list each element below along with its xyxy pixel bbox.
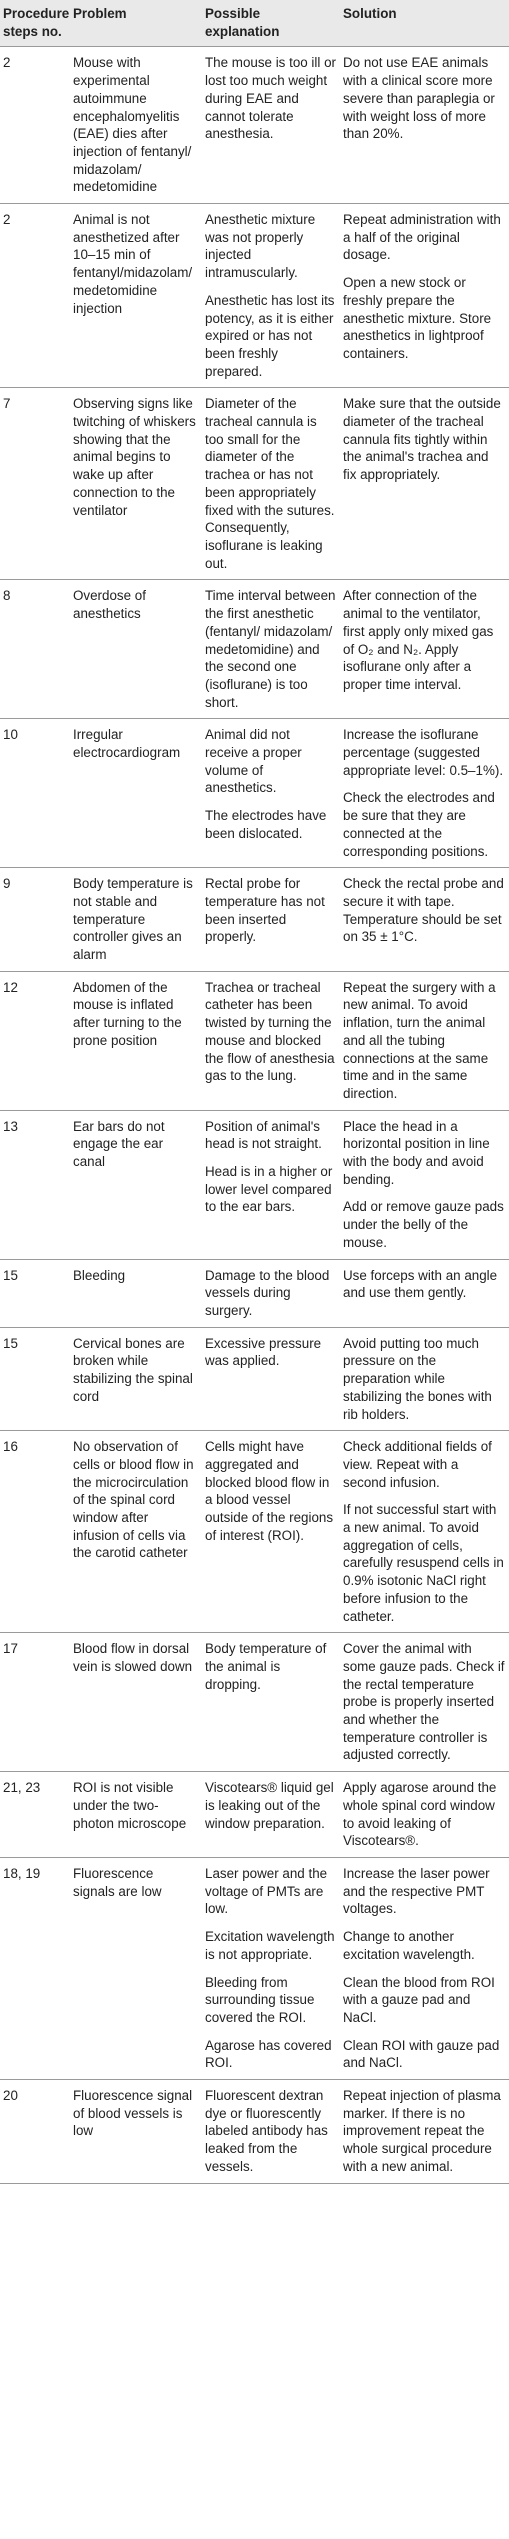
cell-possible-explanation xyxy=(202,1431,340,1633)
table-row xyxy=(0,1431,509,1633)
cell-problem xyxy=(70,47,202,204)
cell-solution xyxy=(340,47,509,204)
header-solution: Solution xyxy=(340,0,509,47)
cell-possible-explanation xyxy=(202,1327,340,1431)
cell-possible-explanation xyxy=(202,719,340,868)
cell-problem xyxy=(70,868,202,972)
cell-possible-explanation-paragraph: Trachea or tracheal catheter has been twisted by turning the mouse and blocked the flow of anesthesia gas to the lung. xyxy=(205,979,335,1084)
cell-problem-paragraph: Fluorescence signal of blood vessels is low xyxy=(73,2088,193,2139)
cell-problem xyxy=(70,204,202,388)
cell-solution xyxy=(340,2080,509,2184)
cell-solution-paragraph: Clean ROI with gauze pad and NaCl. xyxy=(343,2037,500,2071)
table-row xyxy=(0,971,509,1110)
cell-solution-paragraph: After connection of the animal to the ventilator, first apply only mixed gas of O₂ and N₂. Apply isoflurane only after a proper time interval. xyxy=(343,588,494,692)
cell-solution-paragraph: Add or remove gauze pads under the belly of the mouse. xyxy=(343,1199,504,1250)
cell-solution xyxy=(340,868,509,972)
table-row xyxy=(0,868,509,972)
cell-problem-paragraph: Bleeding xyxy=(73,1267,126,1283)
cell-solution-paragraph: Repeat injection of plasma marker. If there is no improvement repeat the whole surgical procedure with a new animal. xyxy=(343,2088,501,2174)
cell-problem-paragraph: Fluorescence signals are low xyxy=(73,1865,162,1899)
cell-solution xyxy=(340,719,509,868)
cell-procedure-step: 7 xyxy=(0,388,70,580)
cell-procedure-step: 21, 23 xyxy=(0,1772,70,1858)
cell-solution xyxy=(340,388,509,580)
cell-possible-explanation-paragraph: Body temperature of the animal is dropping. xyxy=(205,1641,327,1692)
table-row xyxy=(0,719,509,868)
cell-procedure-step: 17 xyxy=(0,1633,70,1772)
cell-solution-paragraph: Increase the laser power and the respective PMT voltages. xyxy=(343,1865,490,1917)
cell-problem xyxy=(70,388,202,580)
cell-problem xyxy=(70,1259,202,1327)
cell-problem-paragraph: Observing signs like twitching of whiskers showing that the animal begins to wake up after connection to the ventilator xyxy=(73,396,196,518)
cell-procedure-step: 12 xyxy=(0,971,70,1110)
cell-solution xyxy=(340,1772,509,1858)
cell-solution xyxy=(340,971,509,1110)
table-row xyxy=(0,1110,509,1259)
cell-procedure-step: 10 xyxy=(0,719,70,868)
cell-problem-paragraph: Cervical bones are broken while stabilizing the spinal cord xyxy=(73,1335,193,1404)
cell-problem xyxy=(70,1110,202,1259)
cell-solution-paragraph: Clean the blood from ROI with a gauze pad and NaCl. xyxy=(343,1974,495,2025)
cell-solution xyxy=(340,580,509,719)
cell-problem xyxy=(70,1431,202,1633)
cell-solution-paragraph: Place the head in a horizontal position in line with the body and avoid bending. xyxy=(343,1118,490,1187)
cell-possible-explanation xyxy=(202,580,340,719)
cell-solution-paragraph: Avoid putting too much pressure on the preparation while stabilizing the bones with rib holders. xyxy=(343,1335,492,1422)
table-row xyxy=(0,580,509,719)
cell-procedure-step: 18, 19 xyxy=(0,1857,70,2079)
cell-possible-explanation-paragraph: Bleeding from surrounding tissue covered the ROI. xyxy=(205,1974,315,2025)
cell-solution-paragraph: Check the electrodes and be sure that they are connected at the corresponding positions. xyxy=(343,790,495,859)
cell-problem xyxy=(70,580,202,719)
cell-procedure-step: 15 xyxy=(0,1327,70,1431)
cell-possible-explanation-paragraph: Excessive pressure was applied. xyxy=(205,1335,322,1369)
table-row xyxy=(0,2080,509,2184)
cell-possible-explanation xyxy=(202,971,340,1110)
header-row xyxy=(0,0,509,47)
table-row xyxy=(0,1327,509,1431)
cell-problem-paragraph: Animal is not anesthetized after 10–15 min of fentanyl/midazolam/ medetomidine injection xyxy=(73,212,193,316)
cell-problem-paragraph: Irregular electrocardiogram xyxy=(73,727,181,761)
cell-problem-paragraph: Overdose of anesthetics xyxy=(73,588,146,622)
cell-possible-explanation-paragraph: Excitation wavelength is not appropriate. xyxy=(205,1929,335,1962)
cell-possible-explanation-paragraph: Diameter of the tracheal cannula is too small for the diameter of the trachea or has not been appropriately fixed with the sutures. Consequently, isoflurane is leaking out. xyxy=(205,396,335,571)
cell-solution xyxy=(340,1857,509,2079)
cell-problem xyxy=(70,971,202,1110)
table-row xyxy=(0,204,509,388)
cell-problem xyxy=(70,719,202,868)
table-header xyxy=(0,0,509,47)
cell-possible-explanation-paragraph: Cells might have aggregated and blocked blood flow in a blood vessel outside of the regions of interest (ROI). xyxy=(205,1439,334,1543)
cell-procedure-step: 15 xyxy=(0,1259,70,1327)
cell-problem xyxy=(70,1633,202,1772)
cell-solution xyxy=(340,1431,509,1633)
cell-possible-explanation xyxy=(202,868,340,972)
cell-possible-explanation xyxy=(202,388,340,580)
cell-solution-paragraph: Apply agarose around the whole spinal cord window to avoid leaking of Viscotears®. xyxy=(343,1780,497,1849)
cell-possible-explanation-paragraph: Time interval between the first anesthetic (fentanyl/ midazolam/ medetomidine) and the second one (isoflurane) is too short. xyxy=(205,588,336,710)
table-row xyxy=(0,1259,509,1327)
cell-procedure-step: 13 xyxy=(0,1110,70,1259)
header-problem: Problem xyxy=(70,0,202,47)
cell-procedure-step: 16 xyxy=(0,1431,70,1633)
cell-possible-explanation-paragraph: Agarose has covered ROI. xyxy=(205,2037,332,2071)
cell-solution xyxy=(340,1633,509,1772)
cell-problem-paragraph: Body temperature is not stable and temperature controller gives an alarm xyxy=(73,876,193,963)
cell-solution xyxy=(340,204,509,388)
cell-solution-paragraph: If not successful start with a new animal. To avoid aggregation of cells, carefully resuspend cells in 0.9% isotonic NaCl right before infusion to the catheter. xyxy=(343,1502,504,1624)
cell-possible-explanation-paragraph: Anesthetic mixture was not properly injected intramuscularly. xyxy=(205,212,316,281)
cell-solution-paragraph: Use forceps with an angle and use them gently. xyxy=(343,1267,498,1301)
cell-possible-explanation-paragraph: Anesthetic has lost its potency, as it is either expired or has not been freshly prepared. xyxy=(205,292,335,379)
cell-solution-paragraph: Cover the animal with some gauze pads. Check if the rectal temperature probe is properly inserted and whether the temperature controller is adjusted correctly. xyxy=(343,1641,505,1763)
cell-solution xyxy=(340,1327,509,1431)
cell-possible-explanation-paragraph: Position of animal's head is not straight. xyxy=(205,1118,322,1152)
cell-problem xyxy=(70,1772,202,1858)
cell-possible-explanation-paragraph: Damage to the blood vessels during surgery. xyxy=(205,1267,330,1318)
table-row xyxy=(0,1772,509,1858)
cell-solution-paragraph: Repeat administration with a half of the original dosage. xyxy=(343,212,501,263)
cell-solution xyxy=(340,1259,509,1327)
cell-solution xyxy=(340,1110,509,1259)
cell-possible-explanation xyxy=(202,47,340,204)
cell-solution-paragraph: Make sure that the outside diameter of the tracheal cannula fits tightly within the animal's trachea and fix appropriately. xyxy=(343,396,501,483)
cell-procedure-step: 2 xyxy=(0,204,70,388)
cell-possible-explanation-paragraph: The electrodes have been dislocated. xyxy=(205,808,327,841)
cell-possible-explanation-paragraph: Animal did not receive a proper volume of anesthetics. xyxy=(205,727,302,796)
header-procedure-steps: Procedure steps no. xyxy=(0,0,70,47)
cell-problem-paragraph: No observation of cells or blood flow in the microcirculation of the spinal cord window after infusion of cells via the carotid catheter xyxy=(73,1439,194,1561)
header-possible-explanation: Possible explanation xyxy=(202,0,340,47)
cell-problem-paragraph: Ear bars do not engage the ear canal xyxy=(73,1118,165,1170)
cell-solution-paragraph: Check the rectal probe and secure it with tape. Temperature should be set on 35 ± 1°C. xyxy=(343,876,504,945)
table-row xyxy=(0,1857,509,2079)
cell-procedure-step: 9 xyxy=(0,868,70,972)
cell-problem-paragraph: ROI is not visible under the two-photon microscope xyxy=(73,1780,187,1831)
cell-problem-paragraph: Blood flow in dorsal vein is slowed down xyxy=(73,1641,193,1674)
cell-possible-explanation-paragraph: Laser power and the voltage of PMTs are low. xyxy=(205,1865,328,1917)
cell-problem-paragraph: Abdomen of the mouse is inflated after turning to the prone position xyxy=(73,979,182,1048)
cell-problem-paragraph: Mouse with experimental autoimmune encephalomyelitis (EAE) dies after injection of fentanyl/ midazolam/ medetomidine xyxy=(73,55,192,195)
cell-problem xyxy=(70,1857,202,2079)
cell-possible-explanation-paragraph: Rectal probe for temperature has not been inserted properly. xyxy=(205,876,325,945)
cell-procedure-step: 8 xyxy=(0,580,70,719)
cell-solution-paragraph: Do not use EAE animals with a clinical score more severe than paraplegia or with weight loss of more than 20%. xyxy=(343,55,495,142)
cell-possible-explanation xyxy=(202,2080,340,2184)
cell-possible-explanation xyxy=(202,1259,340,1327)
cell-solution-paragraph: Increase the isoflurane percentage (suggested appropriate level: 0.5–1%). xyxy=(343,727,504,778)
cell-solution-paragraph: Change to another excitation wavelength. xyxy=(343,1929,475,1962)
table-row xyxy=(0,47,509,204)
cell-possible-explanation xyxy=(202,1110,340,1259)
cell-possible-explanation-paragraph: The mouse is too ill or lost too much weight during EAE and cannot tolerate anesthesia. xyxy=(205,55,336,142)
cell-solution-paragraph: Check additional fields of view. Repeat with a second infusion. xyxy=(343,1439,492,1490)
cell-possible-explanation xyxy=(202,1857,340,2079)
cell-possible-explanation-paragraph: Viscotears® liquid gel is leaking out of the window preparation. xyxy=(205,1780,334,1831)
cell-solution-paragraph: Repeat the surgery with a new animal. To avoid inflation, turn the animal and all the tubing connections at the same time and in the same direction. xyxy=(343,979,496,1101)
cell-problem xyxy=(70,1327,202,1431)
table-row xyxy=(0,388,509,580)
cell-possible-explanation xyxy=(202,1772,340,1858)
cell-possible-explanation-paragraph: Head is in a higher or lower level compared to the ear bars. xyxy=(205,1164,333,1215)
table-row xyxy=(0,1633,509,1772)
cell-possible-explanation-paragraph: Fluorescent dextran dye or fluorescently labeled antibody has leaked from the vessels. xyxy=(205,2088,328,2174)
cell-solution-paragraph: Open a new stock or freshly prepare the anesthetic mixture. Store anesthetics in lightproof containers. xyxy=(343,275,492,361)
cell-procedure-step: 20 xyxy=(0,2080,70,2184)
cell-possible-explanation xyxy=(202,204,340,388)
table-body xyxy=(0,47,509,2183)
cell-problem xyxy=(70,2080,202,2184)
cell-procedure-step: 2 xyxy=(0,47,70,204)
cell-possible-explanation xyxy=(202,1633,340,1772)
